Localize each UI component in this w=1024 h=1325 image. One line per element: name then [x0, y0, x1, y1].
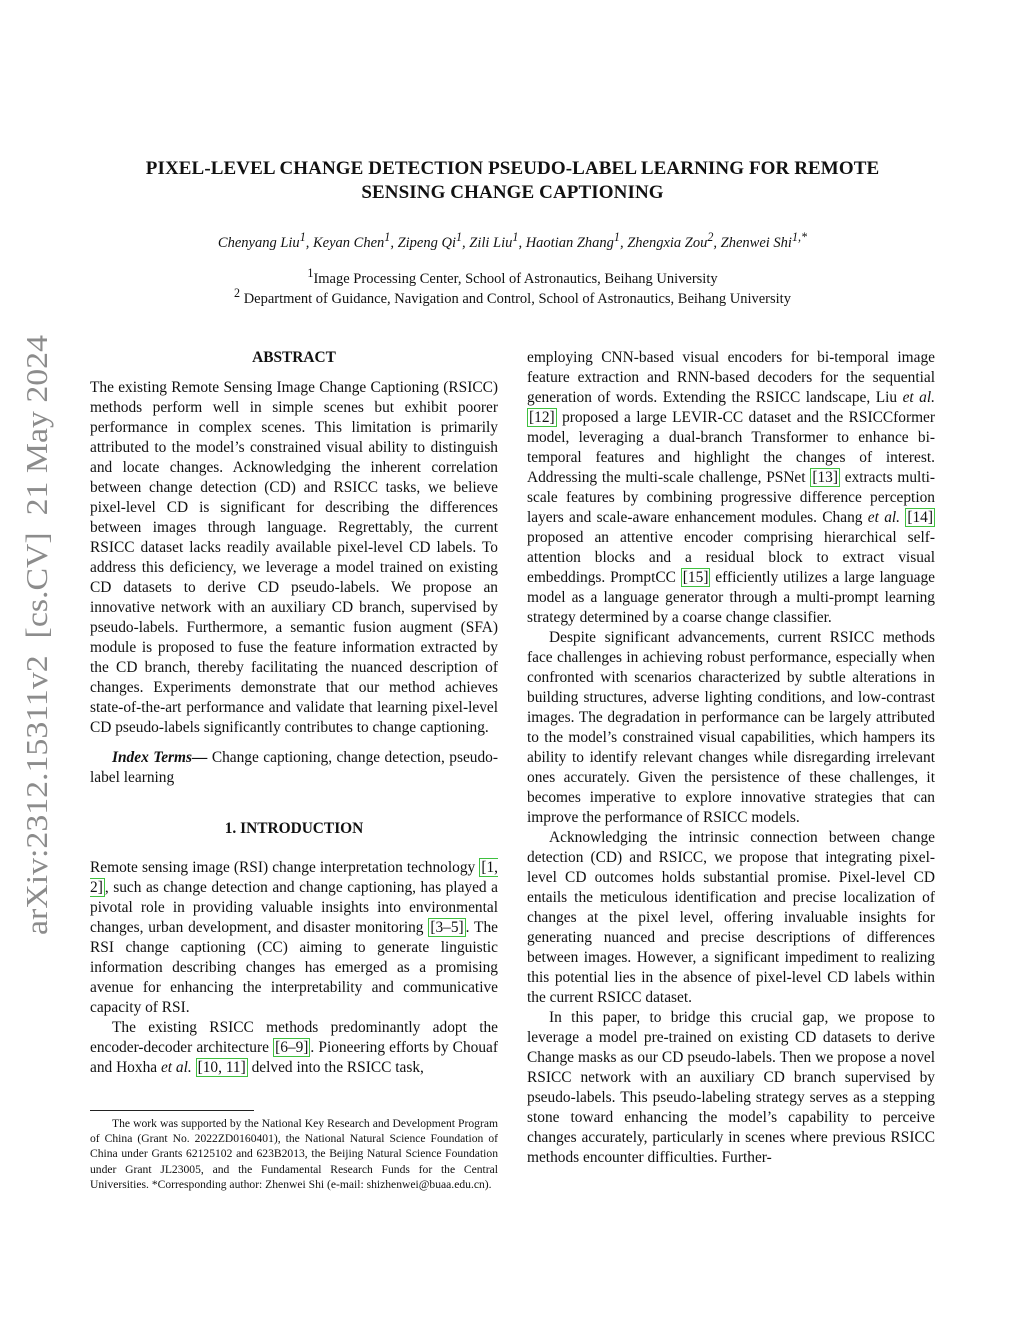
- index-terms: Index Terms— Change captioning, change detection, pseudo-label learning: [90, 749, 498, 786]
- citation-link[interactable]: [3–5]: [430, 919, 464, 936]
- intro-paragraph-1: Remote sensing image (RSI) change interpretation technology [1, 2] , such as change detection and change captioning, has played a pivotal role in providing valuable insights into environmental changes, urban development, and disaster monitoring [3–5] . The RSI change captioning (CC) aiming to generate linguistic information describing changes has emerged as a promising avenue for enhancing the interpretability and communicative capacity of RSI.: [90, 859, 498, 1016]
- citation-link[interactable]: [15]: [682, 569, 709, 586]
- right-column: [527, 348, 935, 1168]
- author: Haotian Zhang$^1$,: [525, 230, 628, 251]
- citation-link[interactable]: [6–9]: [275, 1039, 309, 1056]
- footnote-rule: [90, 1110, 254, 1111]
- footnote: [90, 1116, 498, 1192]
- author: Keyan Chen$^1$,: [312, 230, 398, 251]
- citation-link[interactable]: [14]: [907, 509, 933, 526]
- author: Zhengxia Zou$^2$,: [627, 230, 721, 251]
- index-terms-label: Index Terms—: [112, 749, 208, 766]
- affiliation-1: $^1$Image Processing Center, School of Astronautics, Beihang University: [307, 266, 718, 287]
- author: Zipeng Qi$^1$,: [397, 230, 470, 251]
- citation-link[interactable]: [1, 2]: [90, 859, 498, 896]
- paper-title: [90, 157, 935, 205]
- left-column: [90, 348, 498, 1078]
- intro-paragraph-2: The existing RSICC methods predominantly adopt the encoder-decoder architecture [6–9] . Pioneering efforts by Chouaf and Hoxha et al. [10, 11] delved into the RSICC task,: [90, 1019, 498, 1076]
- abstract-heading: ABSTRACT: [252, 349, 336, 366]
- citation-link[interactable]: [13]: [812, 469, 838, 486]
- arxiv-stamp: [11, 330, 57, 940]
- right-paragraph-1: employing CNN-based visual encoders for bi-temporal image feature extraction and RNN-based decoders for the sequential generation of words. Extending the RSICC landscape, Liu et al. [12] proposed a large LEVIR-CC dataset and the RSICCformer model, leveraging a dual-branch Transformer to enhance bi-temporal features and highlight the changes of interest. Addressing the multi-scale challenge, PSNet [13] extracts multi-scale features by combining progressive difference perception layers and scale-aware enhancement modules. Chang et al. [14] proposed an attentive encoder comprising hierarchical self-attention blocks and a residual block to extract visual embeddings. PromptCC [15] efficiently utilizes a large language model as a language generator through a multi-prompt learning strategy determined by a coarse change classifier.: [527, 349, 935, 626]
- right-paragraph-2: Despite significant advancements, current RSICC methods face challenges in achieving robust performance, especially when confronted with scenarios characterized by subtle alterations in building structures, adverse lighting conditions, and low-contrast images. The degradation in performance can be largely attributed to the model’s constrained visual capabilities, which hampers its ability to identify relevant changes while disregarding irrelevant ones accurately. Given the persistence of these challenges, it becomes imperative to explore innovative strategies that can improve the performance of RSICC models.: [527, 629, 935, 826]
- author: Zili Liu$^1$,: [469, 230, 526, 251]
- citation-link[interactable]: [12]: [529, 409, 555, 426]
- title-line-1: PIXEL-LEVEL CHANGE DETECTION PSEUDO-LABEL LEARNING FOR REMOTE: [145, 158, 880, 179]
- author: Zhenwei Shi$^{1,*}$: [720, 230, 808, 251]
- citation-link[interactable]: [10, 11]: [197, 1059, 246, 1076]
- author-list: [90, 230, 935, 252]
- right-paragraph-3: Acknowledging the intrinsic connection between change detection (CD) and RSICC, we propose that integrating pixel-level CD outcomes holds substantial promise. Pixel-level CD entails the meticulous identification and precise localization of changes at the pixel level, offering invaluable insights for generating nuanced and precise descriptions of differences between images. However, a significant impediment to realizing this potential lies in the absence of pixel-level CD labels within the current RSICC dataset.: [527, 829, 935, 1006]
- right-paragraph-4: In this paper, to bridge this crucial gap, we propose to leverage a model pre-trained on existing CD datasets to derive Change masks as our CD pseudo-labels. Then we propose a novel RSICC network with an auxiliary CD branch supervised by pseudo-labels. This pseudo-labeling strategy serves as a stepping stone toward enhancing the model’s capability to perceive changes accurately, particularly in scenes where previous RSICC methods encounter difficulties. Further-: [527, 1009, 935, 1166]
- footnote-text: The work was supported by the National Key Research and Development Program of China (Grant No. 2022ZD0160401), the National Natural Science Foundation of China under Grants 62125102 and 623B2013, the Beijing Natural Science Foundation under Grant JL23005, and the Fundamental Research Funds for the Central Universities. *Corresponding author: Zhenwei Shi (e-mail: shizhenwei@buaa.edu.cn).: [90, 1117, 498, 1191]
- author: Chenyang Liu$^1$,: [217, 230, 313, 251]
- abstract-text: The existing Remote Sensing Image Change Captioning (RSICC) methods perform well in simple scenes but exhibit poorer performance in complex scenes. This limitation is primarily attributed to the model’s constrained visual ability to distinguish and locate changes. Acknowledging the inherent correlation between change detection (CD) and RSICC tasks, we believe pixel-level CD is significant for describing the differences between images through language. Regrettably, the current RSICC dataset lacks readily available pixel-level CD labels. To address this deficiency, we leverage a model trained on existing CD datasets to derive CD pseudo-labels. We propose an innovative network with an auxiliary CD branch, supervised by pseudo-labels. Furthermore, a semantic fusion augment (SFA) module is proposed to fuse the feature information extracted by the CD branch, thereby facilitating the nuanced description of changes. Experiments demonstrate that our method achieves state-of-the-art performance and validate that learning pixel-level CD pseudo-labels significantly contributes to change captioning.: [90, 379, 498, 736]
- arxiv-stamp-text: arXiv:2312.15311v2 [cs.CV] 21 May 2024: [19, 385, 54, 935]
- title-line-2: SENSING CHANGE CAPTIONING: [361, 182, 664, 203]
- affiliation-2: $^2$ Department of Guidance, Navigation and Control, School of Astronautics, Beihang University: [234, 286, 791, 307]
- intro-heading: 1. INTRODUCTION: [224, 820, 364, 837]
